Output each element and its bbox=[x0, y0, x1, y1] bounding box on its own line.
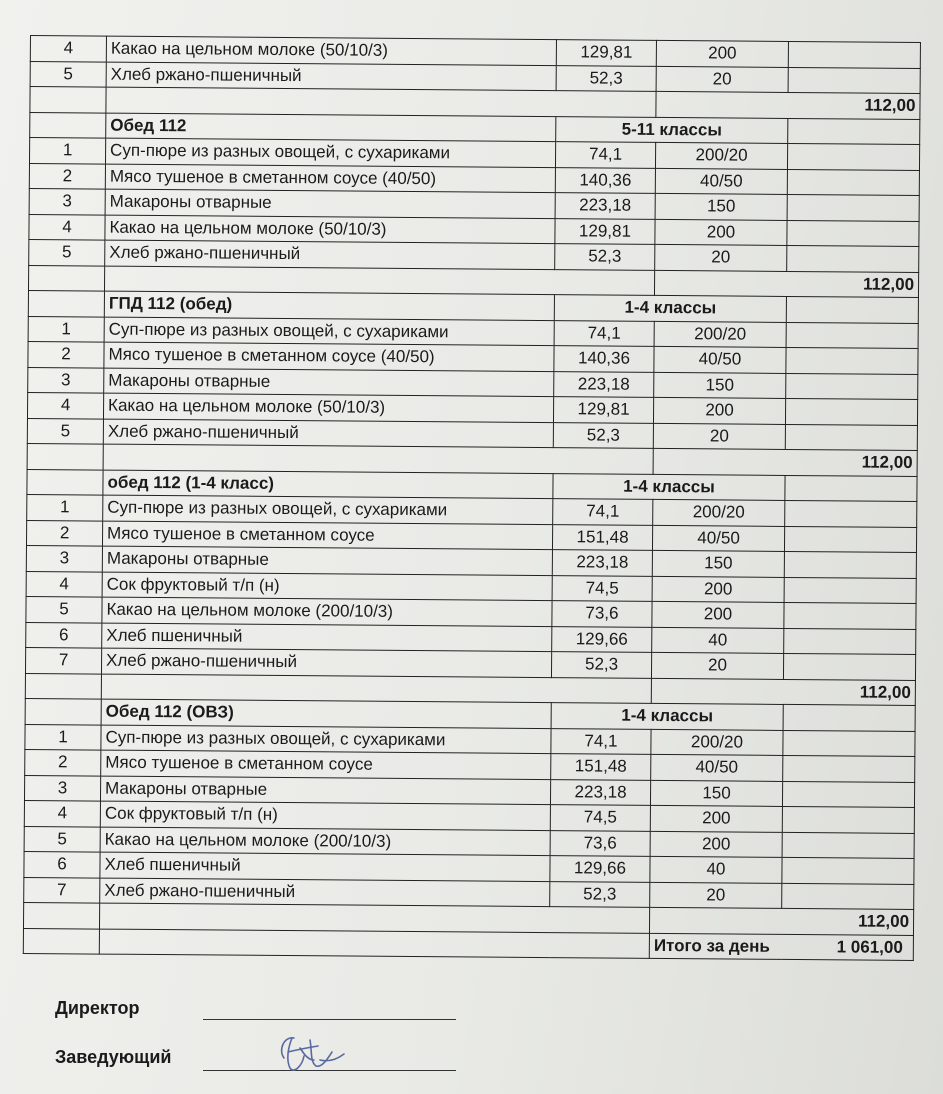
section-classes: 1-4 классы bbox=[554, 295, 786, 322]
item-name: Хлеб ржано-пшеничный bbox=[105, 240, 555, 269]
section-title: Обед 112 bbox=[106, 113, 556, 142]
item-number: 7 bbox=[24, 877, 100, 903]
item-price: 223,18 bbox=[554, 371, 654, 397]
item-price: 74,1 bbox=[555, 142, 655, 168]
cell-empty bbox=[782, 857, 914, 884]
menu-table-body bbox=[23, 36, 920, 961]
cell-empty bbox=[30, 112, 106, 138]
item-number: 4 bbox=[29, 214, 105, 240]
item-number: 2 bbox=[25, 749, 101, 775]
item-price: 223,18 bbox=[555, 193, 655, 219]
cell-empty bbox=[785, 500, 917, 527]
item-price: 140,36 bbox=[555, 167, 655, 193]
cell-empty bbox=[786, 373, 918, 400]
section-title: обед 112 (1-4 класс) bbox=[103, 470, 553, 499]
cell-empty bbox=[27, 443, 103, 469]
cell-empty bbox=[786, 322, 918, 349]
cell-empty bbox=[786, 296, 918, 323]
item-price: 74,5 bbox=[550, 805, 650, 831]
item-price: 52,3 bbox=[555, 244, 655, 270]
item-number: 5 bbox=[24, 826, 100, 852]
item-yield: 200 bbox=[652, 576, 784, 603]
section-classes: 1-4 классы bbox=[553, 473, 785, 500]
item-name: Суп-пюре из разных овощей, с сухариками bbox=[104, 317, 554, 346]
item-price: 52,3 bbox=[556, 65, 656, 91]
grand-total-cell bbox=[649, 933, 913, 961]
item-name: Хлеб ржано-пшеничный bbox=[100, 878, 550, 907]
item-name: Хлеб ржано-пшеничный bbox=[103, 419, 553, 448]
cell-empty bbox=[25, 673, 101, 699]
item-yield: 20 bbox=[650, 882, 782, 909]
item-number: 1 bbox=[28, 316, 104, 342]
grand-total-value: 1 061,00 bbox=[836, 937, 903, 957]
item-yield: 40/50 bbox=[651, 754, 783, 781]
item-price: 52,3 bbox=[551, 652, 651, 678]
item-yield: 200 bbox=[650, 831, 782, 858]
item-yield: 150 bbox=[655, 193, 787, 220]
cell-empty bbox=[784, 628, 916, 655]
manager-label: Заведующий bbox=[55, 1047, 172, 1067]
cell-empty bbox=[27, 469, 103, 495]
cell-empty bbox=[784, 577, 916, 604]
cell-empty bbox=[23, 928, 99, 954]
item-number: 6 bbox=[26, 622, 102, 648]
manager-signature-line bbox=[203, 1070, 456, 1071]
item-name: Суп-пюре из разных овощей, с сухариками bbox=[103, 495, 553, 524]
item-yield: 20 bbox=[653, 423, 785, 450]
cell-empty bbox=[784, 602, 916, 629]
item-name: Сок фруктовый т/п (н) bbox=[102, 572, 552, 601]
cell-empty bbox=[30, 87, 106, 113]
item-number: 4 bbox=[27, 392, 103, 418]
item-number: 6 bbox=[24, 851, 100, 877]
menu-table bbox=[23, 35, 921, 961]
director-signature-line bbox=[203, 1019, 456, 1020]
item-price: 129,81 bbox=[553, 397, 653, 423]
grand-total-label: Итого за день bbox=[653, 935, 770, 956]
item-price: 129,81 bbox=[555, 218, 655, 244]
cell-empty bbox=[782, 883, 914, 910]
item-yield: 40/50 bbox=[654, 346, 786, 373]
item-name: Макароны отварные bbox=[105, 189, 555, 218]
item-number: 1 bbox=[27, 494, 103, 520]
item-yield: 200 bbox=[650, 805, 782, 832]
item-yield: 200 bbox=[652, 601, 784, 628]
item-number: 2 bbox=[29, 163, 105, 189]
item-price: 140,36 bbox=[554, 346, 654, 372]
item-name: Сок фруктовый т/п (н) bbox=[100, 801, 550, 830]
item-yield: 40 bbox=[650, 856, 782, 883]
item-name: Макароны отварные bbox=[100, 776, 550, 805]
cell-empty bbox=[786, 347, 918, 374]
item-yield: 150 bbox=[650, 780, 782, 807]
handwritten-signature bbox=[270, 1030, 350, 1076]
cell-empty bbox=[787, 194, 919, 221]
cell-empty bbox=[783, 755, 915, 782]
item-yield: 20 bbox=[655, 244, 787, 271]
section-total: 112,00 bbox=[651, 678, 915, 706]
cell-empty bbox=[28, 290, 104, 316]
item-name: Макароны отварные bbox=[104, 368, 554, 397]
item-yield: 200/20 bbox=[653, 499, 785, 526]
item-number: 5 bbox=[29, 239, 105, 265]
item-name: Хлеб пшеничный bbox=[102, 623, 552, 652]
item-number: 2 bbox=[26, 520, 102, 546]
cell-empty bbox=[783, 730, 915, 757]
cell-empty bbox=[784, 526, 916, 553]
cell-empty bbox=[782, 781, 914, 808]
cell-empty bbox=[784, 551, 916, 578]
item-name: Суп-пюре из разных овощей, с сухариками bbox=[101, 725, 551, 754]
item-name: Какао на цельном молоке (200/10/3) bbox=[102, 597, 552, 626]
item-price: 52,3 bbox=[550, 881, 650, 907]
item-name: Какао на цельном молоке (50/10/3) bbox=[103, 393, 553, 422]
section-classes: 5-11 классы bbox=[556, 116, 788, 143]
item-yield: 150 bbox=[652, 550, 784, 577]
item-number: 4 bbox=[30, 36, 106, 62]
cell-empty bbox=[783, 704, 915, 731]
item-price: 151,48 bbox=[551, 754, 651, 780]
item-number: 3 bbox=[28, 367, 104, 393]
item-number: 4 bbox=[26, 571, 102, 597]
cell-empty bbox=[787, 143, 919, 170]
cell-empty bbox=[99, 929, 649, 959]
item-name: Макароны отварные bbox=[102, 546, 552, 575]
item-price: 73,6 bbox=[550, 830, 650, 856]
section-classes: 1-4 классы bbox=[551, 703, 783, 730]
item-number: 3 bbox=[29, 188, 105, 214]
item-price: 151,48 bbox=[552, 524, 652, 550]
cell-empty bbox=[782, 832, 914, 859]
item-number: 3 bbox=[26, 545, 102, 571]
item-name: Хлеб пшеничный bbox=[100, 852, 550, 881]
cell-empty bbox=[785, 424, 917, 451]
item-number: 3 bbox=[24, 775, 100, 801]
item-yield: 20 bbox=[656, 66, 788, 93]
cell-empty bbox=[787, 245, 919, 272]
item-yield: 200 bbox=[655, 219, 787, 246]
cell-empty bbox=[785, 475, 917, 502]
item-yield: 150 bbox=[654, 372, 786, 399]
item-yield: 200 bbox=[656, 40, 788, 67]
cell-empty bbox=[23, 902, 99, 928]
cell-empty bbox=[788, 67, 920, 94]
section-title: ГПД 112 (обед) bbox=[104, 291, 554, 320]
item-yield: 200 bbox=[653, 397, 785, 424]
item-price: 52,3 bbox=[553, 422, 653, 448]
signature-stroke bbox=[282, 1038, 344, 1070]
item-price: 74,1 bbox=[551, 728, 651, 754]
item-number: 5 bbox=[27, 418, 103, 444]
item-name: Мясо тушеное в сметанном соусе bbox=[102, 521, 552, 550]
item-name: Какао на цельном молоке (50/10/3) bbox=[106, 36, 556, 65]
item-name: Мясо тушеное в сметанном соусе (40/50) bbox=[104, 342, 554, 371]
director-label: Директор bbox=[55, 998, 140, 1018]
item-name: Хлеб ржано-пшеничный bbox=[106, 62, 556, 91]
item-yield: 200/20 bbox=[654, 321, 786, 348]
cell-empty bbox=[788, 41, 920, 68]
item-yield: 40/50 bbox=[655, 168, 787, 195]
cell-empty bbox=[787, 220, 919, 247]
item-price: 74,5 bbox=[552, 575, 652, 601]
item-number: 5 bbox=[26, 596, 102, 622]
item-name: Какао на цельном молоке (50/10/3) bbox=[105, 215, 555, 244]
section-total: 112,00 bbox=[654, 270, 918, 298]
item-price: 223,18 bbox=[552, 550, 652, 576]
item-name: Какао на цельном молоке (200/10/3) bbox=[100, 827, 550, 856]
item-price: 129,81 bbox=[556, 40, 656, 66]
item-name: Мясо тушеное в сметанном соусе bbox=[101, 750, 551, 779]
item-number: 7 bbox=[25, 647, 101, 673]
item-yield: 40 bbox=[652, 627, 784, 654]
item-number: 2 bbox=[28, 341, 104, 367]
item-price: 129,66 bbox=[550, 856, 650, 882]
section-title: Обед 112 (ОВЗ) bbox=[101, 699, 551, 728]
item-price: 129,66 bbox=[552, 626, 652, 652]
item-price: 223,18 bbox=[550, 779, 650, 805]
section-total: 112,00 bbox=[656, 91, 920, 119]
cell-empty bbox=[785, 398, 917, 425]
item-name: Суп-пюре из разных овощей, с сухариками bbox=[105, 138, 555, 167]
cell-empty bbox=[788, 118, 920, 145]
section-total: 112,00 bbox=[653, 448, 917, 476]
item-name: Мясо тушеное в сметанном соусе (40/50) bbox=[105, 164, 555, 193]
cell-empty bbox=[783, 653, 915, 680]
item-price: 73,6 bbox=[552, 601, 652, 627]
item-yield: 40/50 bbox=[652, 525, 784, 552]
cell-empty bbox=[28, 265, 104, 291]
item-number: 1 bbox=[25, 724, 101, 750]
section-total: 112,00 bbox=[649, 907, 913, 935]
item-number: 4 bbox=[24, 800, 100, 826]
item-number: 1 bbox=[29, 138, 105, 164]
item-price: 74,1 bbox=[553, 499, 653, 525]
item-yield: 200/20 bbox=[655, 142, 787, 169]
item-number: 5 bbox=[30, 61, 106, 87]
item-yield: 200/20 bbox=[651, 729, 783, 756]
cell-empty bbox=[782, 806, 914, 833]
item-price: 74,1 bbox=[554, 320, 654, 346]
item-yield: 20 bbox=[651, 652, 783, 679]
cell-empty bbox=[25, 698, 101, 724]
item-name: Хлеб ржано-пшеничный bbox=[101, 648, 551, 677]
cell-empty bbox=[787, 169, 919, 196]
